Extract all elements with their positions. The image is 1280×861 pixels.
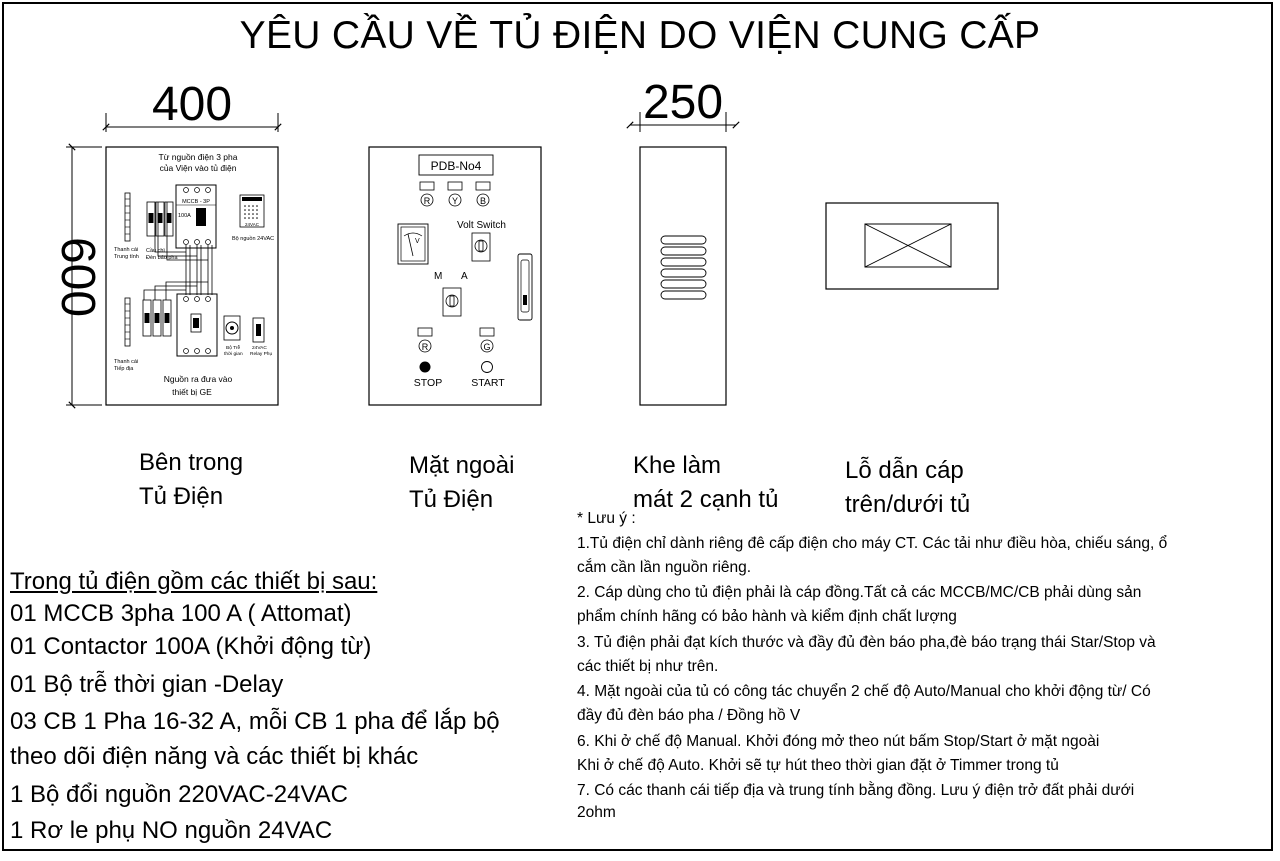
inside-panel <box>106 147 278 405</box>
mode-m-label: M <box>434 271 443 282</box>
neutral-bar-label-2: Trung tính <box>114 254 139 260</box>
lamp-stop-label: R <box>421 342 429 352</box>
caption-inside <box>139 446 243 514</box>
equipment-item: 01 Contactor 100A (Khởi động từ) <box>10 633 372 660</box>
caption-cable-hole <box>845 454 970 522</box>
depth-dimension <box>630 76 736 132</box>
lamp-start-label: G <box>483 342 491 352</box>
relay-label-1: 24VAC <box>252 346 267 351</box>
caption-cable-hole-line-2: trên/dưới tủ <box>845 491 971 518</box>
caption-inside-line-1: Bên trong <box>139 449 244 476</box>
inside-source-label-2: của Viện vào tủ điện <box>159 163 237 173</box>
psu-value: 24VAC <box>245 222 259 227</box>
equipment-heading: Trong tủ điện gồm các thiết bị sau: <box>10 568 378 595</box>
caption-vents-line-2: mát 2 cạnh tủ <box>633 486 779 513</box>
note-line: 3. Tủ điện phải đạt kích thước và đầy đủ đèn báo pha,đè báo trạng thái Star/Stop và <box>577 634 1156 651</box>
note-line: các thiết bị như trên. <box>577 658 719 675</box>
psu-label: Bộ nguồn 24VAC <box>232 236 275 242</box>
width-dimension-value: 400 <box>151 78 233 131</box>
notes-heading: * Lưu ý : <box>577 510 636 527</box>
page-title: YÊU CẦU VỀ TỦ ĐIỆN DO VIỆN CUNG CẤP <box>239 14 1041 57</box>
height-dimension <box>51 147 104 405</box>
width-dimension <box>106 78 278 132</box>
front-panel <box>369 147 541 405</box>
stop-button <box>420 362 431 373</box>
caption-vents <box>633 449 778 517</box>
volt-switch-label: Volt Switch <box>457 220 506 231</box>
note-line: 7. Có các thanh cái tiếp địa và trung tính bằng đồng. Lưu ý điện trở đất phải dưới <box>577 782 1135 799</box>
caption-vents-line-1: Khe làm <box>633 452 722 479</box>
note-line: 1.Tủ điện chỉ dành riêng đê cấp điện cho máy CT. Các tải như điều hòa, chiếu sáng, ổ <box>577 535 1168 552</box>
mode-a-label: A <box>461 271 468 282</box>
side-panel <box>640 147 726 405</box>
ground-bar-label-2: Tiếp địa <box>114 366 134 372</box>
depth-dimension-value: 250 <box>642 76 724 129</box>
note-line: 6. Khi ở chế độ Manual. Khởi đóng mở theo nút bấm Stop/Start ở mặt ngoài <box>577 733 1100 750</box>
neutral-bar-label-1: Thanh cái <box>114 247 139 253</box>
equipment-item: theo dõi điện năng và các thiết bị khác <box>10 743 419 770</box>
mccb-label: MCCB - 3P <box>182 199 210 205</box>
caption-inside-line-2: Tủ Điện <box>139 483 224 510</box>
timer-label-2: thời gian <box>224 352 243 357</box>
output-label-1: Nguồn ra đưa vào <box>163 374 233 384</box>
lamp-b-label: B <box>479 196 487 206</box>
note-line: cắm cần lần nguồn riêng. <box>577 559 752 576</box>
height-dimension-value: 600 <box>51 236 104 318</box>
mccb-rating: 100A <box>178 213 191 219</box>
svg-text:V: V <box>415 238 420 245</box>
ground-bar-label-1: Thanh cái <box>114 359 139 365</box>
output-label-2: thiết bị GE <box>172 387 212 397</box>
cable-entry-view <box>826 203 998 289</box>
inside-source-label-1: Từ nguồn điện 3 pha <box>158 152 238 162</box>
note-line: Khi ở chế độ Auto. Khởi sẽ tự hút theo thời gian đặt ở Timmer trong tủ <box>577 757 1059 774</box>
start-label: START <box>471 377 505 389</box>
lamp-r-label: R <box>423 196 431 206</box>
equipment-item: 03 CB 1 Pha 16-32 A, mỗi CB 1 pha để lắp bộ <box>10 708 500 735</box>
fuse-label-2: Đèn báo pha <box>146 255 178 261</box>
stop-label: STOP <box>413 377 443 389</box>
lamp-y-label: Y <box>451 196 459 206</box>
timer-label-1: Bộ Trễ <box>226 346 241 351</box>
equipment-item: 1 Rơ le phụ NO nguồn 24VAC <box>10 817 333 844</box>
panel-name: PDB-No4 <box>430 159 482 173</box>
relay-label-2: Relay Phụ <box>250 352 273 357</box>
note-line: 4. Mặt ngoài của tủ có công tác chuyển 2 chế độ Auto/Manual cho khởi động từ/ Có <box>577 683 1151 700</box>
caption-outside <box>409 449 514 517</box>
caption-outside-line-1: Mặt ngoài <box>409 452 515 479</box>
note-line: 2. Cáp dùng cho tủ điện phải là cáp đồng.Tất cả các MCCB/MC/CB phải dùng sản <box>577 584 1142 601</box>
caption-cable-hole-line-1: Lỗ dẫn cáp <box>845 457 964 484</box>
note-line: đầy đủ đèn báo pha / Đồng hồ V <box>577 707 801 724</box>
note-line: 2ohm <box>577 804 616 821</box>
equipment-item: 01 MCCB 3pha 100 A ( Attomat) <box>10 600 352 627</box>
equipment-item: 1 Bộ đổi nguồn 220VAC-24VAC <box>10 781 349 808</box>
note-line: phẩm chính hãng có bảo hành và kiểm định chất lượng <box>577 608 957 625</box>
equipment-item: 01 Bộ trễ thời gian -Delay <box>10 671 284 698</box>
caption-outside-line-2: Tủ Điện <box>409 486 494 513</box>
fuse-label-1: Cầu chì <box>146 248 165 254</box>
